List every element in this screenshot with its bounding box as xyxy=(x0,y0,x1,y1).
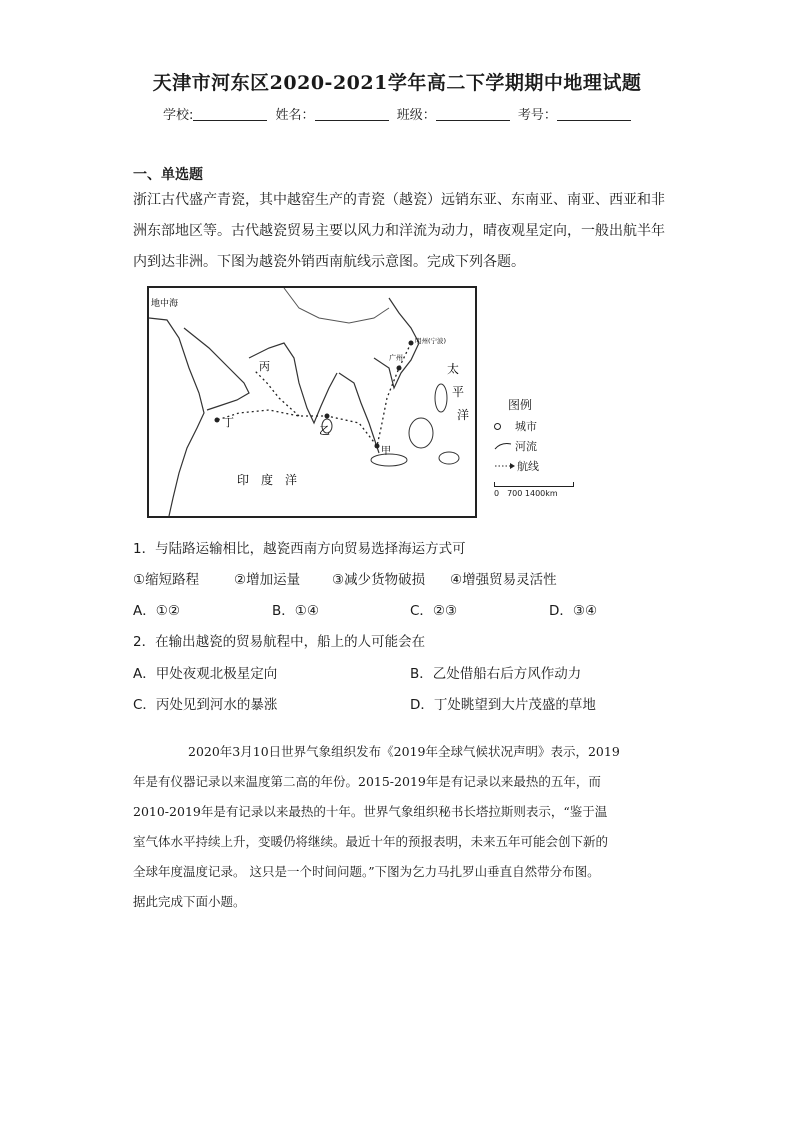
school-label: 学校: xyxy=(163,108,194,123)
map-label-ding: 丁 xyxy=(223,416,234,429)
question-2-option-c[interactable]: C．丙处见到河水的暴涨 xyxy=(133,697,278,713)
passage-1-line-3: 内到达非洲。下图为越瓷外销西南航线示意图。完成下列各题。 xyxy=(133,254,525,270)
legend-row-city xyxy=(494,418,537,434)
map-drawing xyxy=(149,288,475,516)
legend-row-route xyxy=(494,458,539,474)
question-2-option-b[interactable]: B．乙处借船右后方风作动力 xyxy=(410,666,582,682)
map-label-indian-ocean: 印 度 洋 xyxy=(237,473,298,487)
map-label-pacific-2: 平 xyxy=(452,385,465,399)
map-label-mingzhou: 明州(宁波) xyxy=(415,337,447,345)
map-legend xyxy=(494,396,574,506)
passage-2-line-4: 室气体水平持续上升，变暖仍将继续。最近十年的预报表明，未来五年可能会创下新的 xyxy=(133,834,609,849)
school-blank[interactable] xyxy=(193,107,267,121)
map-label-bing: 丙 xyxy=(259,360,270,373)
legend-route-label: 航线 xyxy=(517,460,539,473)
city-mingzhou xyxy=(409,341,414,346)
city-yi xyxy=(325,414,330,419)
city-ding xyxy=(215,418,220,423)
legend-city-label: 城市 xyxy=(515,420,537,433)
philippines-island xyxy=(435,384,447,412)
map-label-pacific-1: 太 xyxy=(447,362,460,376)
passage-1-line-1: 浙江古代盛产青瓷，其中越窑生产的青瓷（越瓷）远销东亚、东南亚、南亚、西亚和非 xyxy=(133,192,665,208)
question-2-stem: 2．在输出越瓷的贸易航程中，船上的人可能会在 xyxy=(133,634,426,650)
legend-river-label: 河流 xyxy=(515,440,537,453)
question-1-option-b[interactable]: B．①④ xyxy=(272,603,319,619)
river-line-icon xyxy=(494,441,512,451)
trade-route-branch xyxy=(254,370,299,416)
inland-boundary xyxy=(284,288,389,323)
exam-no-label: 考号： xyxy=(517,108,557,123)
trade-route-map xyxy=(147,286,477,518)
borneo-island xyxy=(409,418,433,448)
question-1-stem: 1．与陆路运输相比，越瓷西南方向贸易选择海运方式可 xyxy=(133,541,466,557)
page-title: 天津市河东区2020-2021学年高二下学期期中地理试题 xyxy=(152,72,642,94)
passage-2-line-6: 据此完成下面小题。 xyxy=(133,894,246,909)
question-1-option-a[interactable]: A．①② xyxy=(133,603,180,619)
legend-row-river xyxy=(494,438,537,454)
sulawesi-island xyxy=(439,452,459,464)
legend-title: 图例 xyxy=(508,398,533,412)
class-label: 班级： xyxy=(396,108,436,123)
student-info-line xyxy=(163,104,635,123)
question-2-option-d[interactable]: D．丁处眺望到大片茂盛的草地 xyxy=(410,697,596,713)
map-label-yi: 乙 xyxy=(319,424,330,437)
name-label: 姓名： xyxy=(275,108,315,123)
passage-1-line-2: 洲东部地区等。古代越瓷贸易主要以风力和洋流为动力，晴夜观星定向，一般出航半年 xyxy=(133,223,665,239)
city-jia xyxy=(375,444,380,449)
scale-label: 0 700 1400km xyxy=(494,489,558,498)
question-1-item-3: ③减少货物破损 xyxy=(332,572,426,588)
map-label-sea: 地中海 xyxy=(151,299,179,309)
question-1-item-2: ②增加运量 xyxy=(234,572,301,588)
map-label-guangzhou: 广州 xyxy=(389,354,403,362)
question-1-item-4: ④增强贸易灵活性 xyxy=(450,572,557,588)
map-label-jia: 甲 xyxy=(381,446,391,457)
exam-no-blank[interactable] xyxy=(557,107,631,121)
scale-bar xyxy=(494,482,574,487)
section-heading: 一、单选题 xyxy=(133,167,203,183)
passage-2-line-5: 全球年度温度记录。 这只是一个时间问题。”下图为乞力马扎罗山垂直自然带分布图。 xyxy=(133,864,600,879)
map-label-pacific-3: 洋 xyxy=(457,408,470,422)
arabia-coast xyxy=(184,328,249,410)
question-1-item-1: ①缩短路程 xyxy=(133,572,200,588)
passage-2-line-3: 2010-2019年是有记录以来最热的十年。世界气象组织秘书长塔拉斯则表示，“鉴于温 xyxy=(133,804,608,819)
question-2-option-a[interactable]: A．甲处夜观北极星定向 xyxy=(133,666,278,682)
city-marker-icon xyxy=(494,423,501,430)
passage-2-line-2: 年是有仪器记录以来温度第二高的年份。2015-2019年是有记录以来最热的五年，而 xyxy=(133,774,601,789)
africa-coast xyxy=(149,318,204,516)
route-arrow-icon xyxy=(494,462,516,470)
name-blank[interactable] xyxy=(315,107,389,121)
class-blank[interactable] xyxy=(436,107,510,121)
question-1-option-d[interactable]: D．③④ xyxy=(549,603,598,619)
question-1-option-c[interactable]: C．②③ xyxy=(410,603,458,619)
city-guangzhou xyxy=(397,366,402,371)
passage-2-line-1: 2020年3月10日世界气象组织发布《2019年全球气候状况声明》表示，2019 xyxy=(188,744,620,759)
